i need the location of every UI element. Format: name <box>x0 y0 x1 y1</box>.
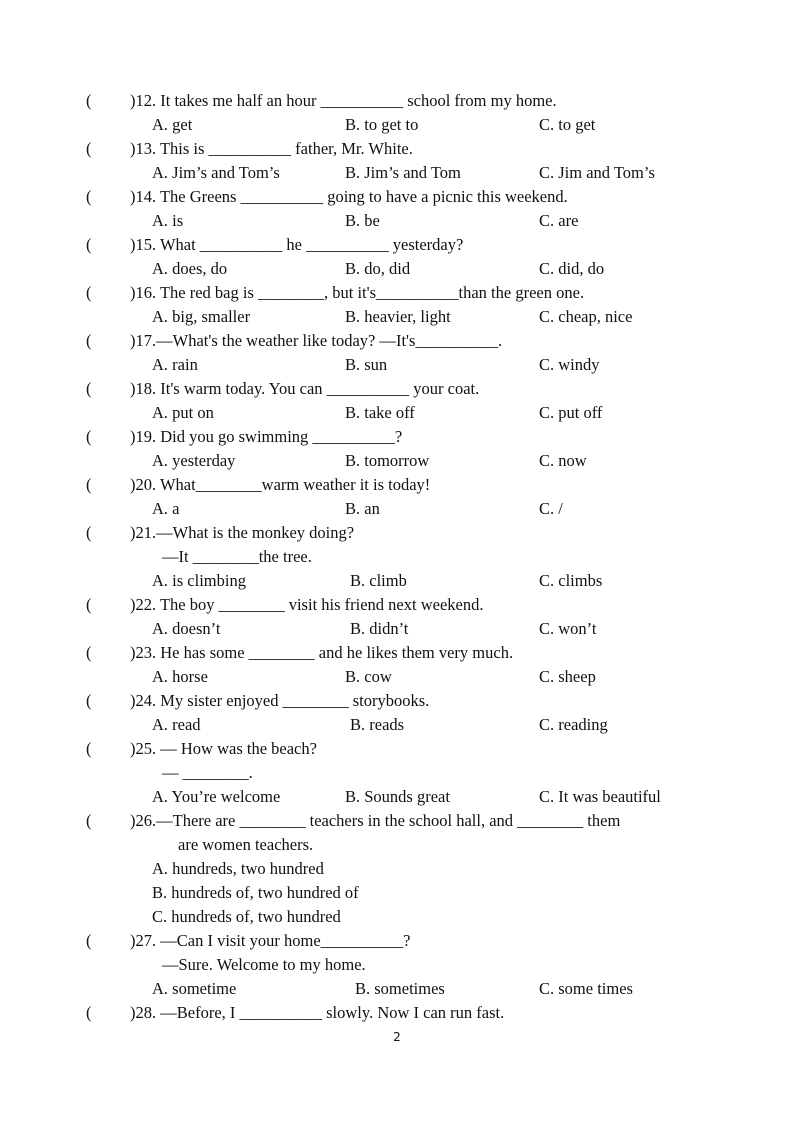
answer-paren: ( <box>86 379 92 398</box>
option-a: A. is climbing <box>152 571 246 590</box>
option-c: C. windy <box>539 355 600 374</box>
option-b: B. reads <box>350 715 405 734</box>
option-a: A. Jim’s and Tom’s <box>152 163 280 182</box>
question-21 <box>0 521 794 545</box>
option-b: B. to get to <box>345 115 419 134</box>
answer-paren: ( <box>86 427 92 446</box>
answer-paren: ( <box>86 139 92 158</box>
question-stem: )15. What __________ he __________ yesterday? <box>130 235 464 254</box>
answer-paren: ( <box>86 475 92 494</box>
options-14 <box>0 209 794 233</box>
question-stem: )21.—What is the monkey doing? <box>130 523 355 542</box>
option-a: A. big, smaller <box>152 307 251 326</box>
question-22 <box>0 593 794 617</box>
options-18 <box>0 401 794 425</box>
question-stem: )28. —Before, I __________ slowly. Now I can run fast. <box>130 1003 505 1022</box>
question-13 <box>0 137 794 161</box>
answer-paren: ( <box>86 739 92 758</box>
question-26 <box>0 809 794 833</box>
option-a: A. doesn’t <box>152 619 221 638</box>
option-a: A. You’re welcome <box>152 787 281 806</box>
options-13 <box>0 161 794 185</box>
question-18 <box>0 377 794 401</box>
option-c: C. to get <box>539 115 596 134</box>
question-27 <box>0 929 794 953</box>
answer-paren: ( <box>86 643 92 662</box>
option-a: A. rain <box>152 355 198 374</box>
dialogue-line: —It ________the tree. <box>162 547 312 566</box>
question-stem: )24. My sister enjoyed ________ storybooks. <box>130 691 430 710</box>
option-c: C. / <box>539 499 563 518</box>
option-26-a <box>0 857 794 881</box>
option-a: A. is <box>152 211 184 230</box>
question-stem: )20. What________warm weather it is today! <box>130 475 431 494</box>
question-26-line2 <box>0 833 794 857</box>
options-15 <box>0 257 794 281</box>
question-21-line2 <box>0 545 794 569</box>
option-a: A. put on <box>152 403 214 422</box>
option-b: B. heavier, light <box>345 307 451 326</box>
question-25 <box>0 737 794 761</box>
question-stem: )27. —Can I visit your home__________? <box>130 931 411 950</box>
question-stem: )18. It's warm today. You can __________ your coat. <box>130 379 480 398</box>
option-c: C. some times <box>539 979 633 998</box>
answer-paren: ( <box>86 691 92 710</box>
question-stem: )19. Did you go swimming __________? <box>130 427 403 446</box>
option-b: B. do, did <box>345 259 411 278</box>
option-c: C. It was beautiful <box>539 787 661 806</box>
option-a: A. a <box>152 499 180 518</box>
question-19 <box>0 425 794 449</box>
options-23 <box>0 665 794 689</box>
option-c: C. climbs <box>539 571 603 590</box>
answer-paren: ( <box>86 91 92 110</box>
option-a: A. hundreds, two hundred <box>152 859 324 878</box>
option-b: B. Sounds great <box>345 787 450 806</box>
option-a: A. yesterday <box>152 451 236 470</box>
option-c: C. put off <box>539 403 603 422</box>
question-stem: )17.—What's the weather like today? —It's__________. <box>130 331 503 350</box>
answer-paren: ( <box>86 1003 92 1022</box>
option-b: B. climb <box>350 571 407 590</box>
options-25 <box>0 785 794 809</box>
options-16 <box>0 305 794 329</box>
question-27-line2 <box>0 953 794 977</box>
question-23 <box>0 641 794 665</box>
question-14 <box>0 185 794 209</box>
option-c: C. won’t <box>539 619 597 638</box>
question-15 <box>0 233 794 257</box>
option-b: B. take off <box>345 403 415 422</box>
answer-paren: ( <box>86 187 92 206</box>
question-28 <box>0 1001 794 1025</box>
option-c: C. hundreds of, two hundred <box>152 907 341 926</box>
option-26-c <box>0 905 794 929</box>
answer-paren: ( <box>86 595 92 614</box>
option-b: B. be <box>345 211 380 230</box>
options-17 <box>0 353 794 377</box>
options-19 <box>0 449 794 473</box>
question-stem: )25. — How was the beach? <box>130 739 317 758</box>
question-stem: )16. The red bag is ________, but it's__________than the green one. <box>130 283 585 302</box>
question-16 <box>0 281 794 305</box>
options-27 <box>0 977 794 1001</box>
option-b: B. tomorrow <box>345 451 430 470</box>
option-a: A. read <box>152 715 201 734</box>
question-stem: )26.—There are ________ teachers in the school hall, and ________ them <box>130 811 621 830</box>
option-b: B. didn’t <box>350 619 409 638</box>
question-12 <box>0 89 794 113</box>
question-24 <box>0 689 794 713</box>
option-b: B. sometimes <box>355 979 445 998</box>
option-a: A. horse <box>152 667 208 686</box>
option-a: A. sometime <box>152 979 237 998</box>
options-22 <box>0 617 794 641</box>
options-12 <box>0 113 794 137</box>
stem-continuation: are women teachers. <box>178 835 314 854</box>
options-20 <box>0 497 794 521</box>
dialogue-line: — ________. <box>162 763 253 782</box>
answer-paren: ( <box>86 235 92 254</box>
option-c: C. now <box>539 451 587 470</box>
option-26-b <box>0 881 794 905</box>
question-17 <box>0 329 794 353</box>
answer-paren: ( <box>86 931 92 950</box>
answer-paren: ( <box>86 523 92 542</box>
option-b: B. Jim’s and Tom <box>345 163 461 182</box>
option-b: B. cow <box>345 667 392 686</box>
option-b: B. sun <box>345 355 388 374</box>
option-c: C. reading <box>539 715 608 734</box>
option-c: C. cheap, nice <box>539 307 633 326</box>
options-21 <box>0 569 794 593</box>
options-24 <box>0 713 794 737</box>
option-a: A. get <box>152 115 193 134</box>
option-b: B. an <box>345 499 380 518</box>
page-number: 2 <box>393 1030 401 1044</box>
option-c: C. are <box>539 211 579 230</box>
question-stem: )12. It takes me half an hour __________ school from my home. <box>130 91 557 110</box>
option-b: B. hundreds of, two hundred of <box>152 883 359 902</box>
option-a: A. does, do <box>152 259 228 278</box>
option-c: C. Jim and Tom’s <box>539 163 655 182</box>
question-20 <box>0 473 794 497</box>
question-stem: )22. The boy ________ visit his friend next weekend. <box>130 595 484 614</box>
option-c: C. did, do <box>539 259 605 278</box>
question-stem: )23. He has some ________ and he likes them very much. <box>130 643 514 662</box>
dialogue-line: —Sure. Welcome to my home. <box>162 955 366 974</box>
answer-paren: ( <box>86 811 92 830</box>
question-25-line2 <box>0 761 794 785</box>
answer-paren: ( <box>86 283 92 302</box>
question-stem: )14. The Greens __________ going to have a picnic this weekend. <box>130 187 568 206</box>
question-stem: )13. This is __________ father, Mr. White. <box>130 139 413 158</box>
option-c: C. sheep <box>539 667 596 686</box>
answer-paren: ( <box>86 331 92 350</box>
